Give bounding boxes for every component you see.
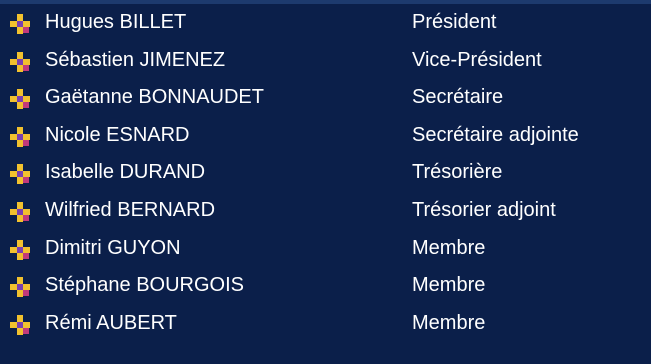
member-role: Trésorière (412, 161, 503, 184)
cross-square-bullet-icon (10, 127, 30, 147)
cross-square-bullet-icon (10, 89, 30, 109)
board-members-list (0, 7, 651, 345)
cross-square-bullet-icon (10, 315, 30, 335)
member-name: Stéphane BOURGOIS (45, 274, 244, 297)
cross-square-bullet-icon (10, 52, 30, 72)
list-item (0, 308, 651, 346)
member-name: Sébastien JIMENEZ (45, 48, 226, 71)
list-item (0, 195, 651, 233)
member-role: Membre (412, 311, 486, 334)
cross-square-bullet-icon (10, 277, 30, 297)
member-role: Président (412, 11, 497, 33)
list-item (0, 120, 651, 158)
cross-square-bullet-icon (10, 164, 30, 184)
member-role: Membre (412, 236, 486, 259)
cross-square-bullet-icon (10, 14, 30, 34)
member-name: Gaëtanne BONNAUDET (45, 86, 264, 109)
member-role: Secrétaire (412, 86, 504, 109)
list-item (0, 233, 651, 271)
cross-square-bullet-icon (10, 240, 30, 260)
list-item (0, 270, 651, 308)
list-item (0, 157, 651, 195)
member-name: Wilfried BERNARD (45, 198, 216, 221)
list-item (0, 7, 651, 45)
member-name: Isabelle DURAND (45, 161, 206, 184)
member-name: Nicole ESNARD (45, 123, 190, 146)
member-name: Rémi AUBERT (45, 311, 177, 334)
list-item (0, 45, 651, 83)
member-name: Hugues BILLET (45, 11, 187, 33)
top-divider (0, 0, 651, 4)
member-role: Vice-Président (412, 48, 542, 71)
cross-square-bullet-icon (10, 202, 30, 222)
member-role: Membre (412, 274, 486, 297)
member-role: Trésorier adjoint (412, 198, 556, 221)
member-role: Secrétaire adjointe (412, 123, 579, 146)
list-item (0, 82, 651, 120)
member-name: Dimitri GUYON (45, 236, 181, 259)
